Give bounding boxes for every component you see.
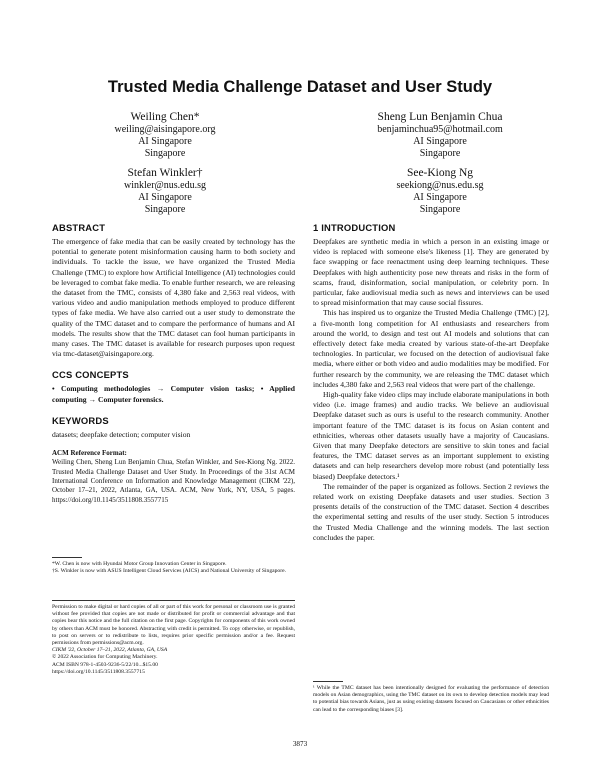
author-name: Sheng Lun Benjamin Chua <box>377 111 503 123</box>
author-country: Singapore <box>419 148 461 159</box>
author-name: Weiling Chen* <box>130 111 200 123</box>
author-org: AI Singapore <box>413 192 467 203</box>
paper-title: Trusted Media Challenge Dataset and User Study <box>107 78 493 96</box>
page-number: 3873 <box>292 740 308 748</box>
conference-line: CIKM '22, October 17–21, 2022, Atlanta, GA, USA <box>52 647 168 654</box>
reference-heading: ACM Reference Format: <box>52 449 127 458</box>
intro-paragraph: The remainder of the paper is organized as follows. Section 2 reviews the related work on existing Deepfake datasets and user studies. Section 3 presents details of the construction of the TMC dataset. Section 4 describes the experimental setting and results of the user study. Section 5 introduces the Trusted Media Challenge and the winning models. The last section concludes the paper. <box>313 481 549 542</box>
right-column <box>313 222 549 543</box>
intro-paragraph: Deepfakes are synthetic media in which a person in an existing image or video is replaced with someone else's likeness [1]. They are generated by face swapping or face reenactment using deep learning techniques. These Deepfakes with high authenticity pose new threats and risks in the form of scams, fraud, disinformation, social manipulation, or celebrity porn. In particular, fake audiovisual media such as news and interviews can be used to spread misinformation that may cause social fissures. <box>313 237 549 308</box>
left-column <box>52 222 295 505</box>
intro-body <box>313 237 549 543</box>
author-email: weiling@aisingapore.org <box>114 124 216 135</box>
author-country: Singapore <box>419 204 461 215</box>
copyright-line: © 2022 Association for Computing Machinery. <box>52 654 158 661</box>
ccs-text: • Computing methodologies → Computer vision tasks; • Applied computing → Computer forensics. <box>52 384 295 404</box>
author-email: winkler@nus.edu.sg <box>124 180 206 191</box>
author-email: seekiong@nus.edu.sg <box>396 180 484 191</box>
permission-block <box>52 604 295 676</box>
permission-rule <box>52 600 295 601</box>
author-email: benjaminchua95@hotmail.com <box>377 124 503 135</box>
author-block-1 <box>40 110 290 160</box>
footnote: †S. Winkler is now with ASUS Intelligent Cloud Services (AICS) and National University of Singapore. <box>52 568 286 575</box>
footnote: *W. Chen is now with Hyundai Motor Group Innovation Center in Singapore. <box>52 561 227 567</box>
ccs-heading: CCS CONCEPTS <box>52 369 129 381</box>
author-name: Stefan Winkler† <box>127 167 203 179</box>
author-block-3 <box>40 166 290 216</box>
intro-paragraph: This has inspired us to organize the Trusted Media Challenge (TMC) [2], a five-month long competition for AI enthusiasts and researchers from around the world, to design and test out AI models and solutions that can effectively detect fake media created by various state-of-the-art Deepfake technologies. In particular, we focused on the detection of audiovisual fake media, where either or both video and audio modalities may be modified. For further research by the community, we are releasing the TMC dataset which includes 4,380 fake and 2,563 real videos that were part of the challenge. <box>313 308 549 389</box>
keywords-text: datasets; deepfake detection; computer vision <box>52 429 191 439</box>
author-block-2 <box>315 110 565 160</box>
author-country: Singapore <box>144 148 186 159</box>
doi-line: https://doi.org/10.1145/3511808.3557715 <box>52 668 145 675</box>
author-org: AI Singapore <box>413 136 467 147</box>
author-block-4 <box>315 166 565 216</box>
reference-text: Weiling Chen, Sheng Lun Benjamin Chua, Stefan Winkler, and See-Kiong Ng. 2022. Trusted Media Challenge Dataset and User Study. In Proceedings of the 31st ACM International Conference on Information and Knowledge Management (CIKM '22), October 17–21, 2022, Atlanta, GA, USA. ACM, New York, NY, USA, 5 pages. https://doi.org/10.1145/3511808.3557715 <box>52 458 295 504</box>
abstract-heading: ABSTRACT <box>52 222 106 233</box>
author-org: AI Singapore <box>138 136 192 147</box>
abstract-text: The emergence of fake media that can be easily created by technology has the potential to generate potent misinformation causing harm to both society and individuals. To tackle the issue, we have organized the Trusted Media Challenge (TMC) to explore how Artificial Intelligence (AI) technologies could be leveraged to combat fake media. To enable further research, we are releasing the dataset from the TMC, consists of 4,380 fake and 2,563 real videos, with various video and audio manipulation methods employed to produce different types of fake media. We have also carried out a user study to demonstrate the quality of the TMC dataset and to compare the performance of humans and AI models. The results show that the TMC dataset can fool human participants in many cases. The TMC dataset is available for research purposes upon request via tmc-dataset@aisingapore.org. <box>52 237 295 359</box>
keywords-heading: KEYWORDS <box>52 414 109 426</box>
author-org: AI Singapore <box>138 192 192 203</box>
footnote-rule-right <box>313 681 343 682</box>
permission-text: Permission to make digital or hard copies of all or part of this work for personal or classroom use is granted without fee provided that copies are not made or distributed for profit or commercial advantage and that copies bear this notice and the full citation on the first page. Copyrights for components of this work owned by others than ACM must be honored. Abstracting with credit is permitted. To copy otherwise, or republish, to post on servers or to redistribute to lists, requires prior specific permission and/or a fee. Request permissions from permissions@acm.org. <box>52 604 295 647</box>
footnote-rule <box>52 557 82 558</box>
author-footnotes <box>52 561 295 575</box>
intro-heading: 1 INTRODUCTION <box>313 222 396 233</box>
author-country: Singapore <box>144 204 186 215</box>
footnote-right: ¹ While the TMC dataset has been intentionally designed for evaluating the performance of detection models on Asian demographics, using the TMC dataset on its own to develop detection models may lead to potential bias towards Asians, just as using existing datasets focused on Caucasians or other ethnicities can lead to the corresponding biases [3]. <box>313 685 549 713</box>
author-name: See-Kiong Ng <box>406 167 474 179</box>
isbn-line: ACM ISBN 978-1-4503-9236-5/22/10...$15.00 <box>52 661 158 668</box>
intro-paragraph: High-quality fake video clips may include elaborate manipulations in both video (i.e. image frames) and audio tracks. We believe an audiovisual Deepfake dataset such as ours is useful to the research community. Another important feature of the TMC dataset is its focus on Asian content and ethnicities, whereas other datasets usually have a majority of Caucasians. Given that many Deepfake detectors are sensitive to skin tones and facial features, the TMC dataset serves as an important supplement to existing datasets and can help researchers develop more robust (and potentially less biased) Deepfake detectors.¹ <box>313 390 549 481</box>
